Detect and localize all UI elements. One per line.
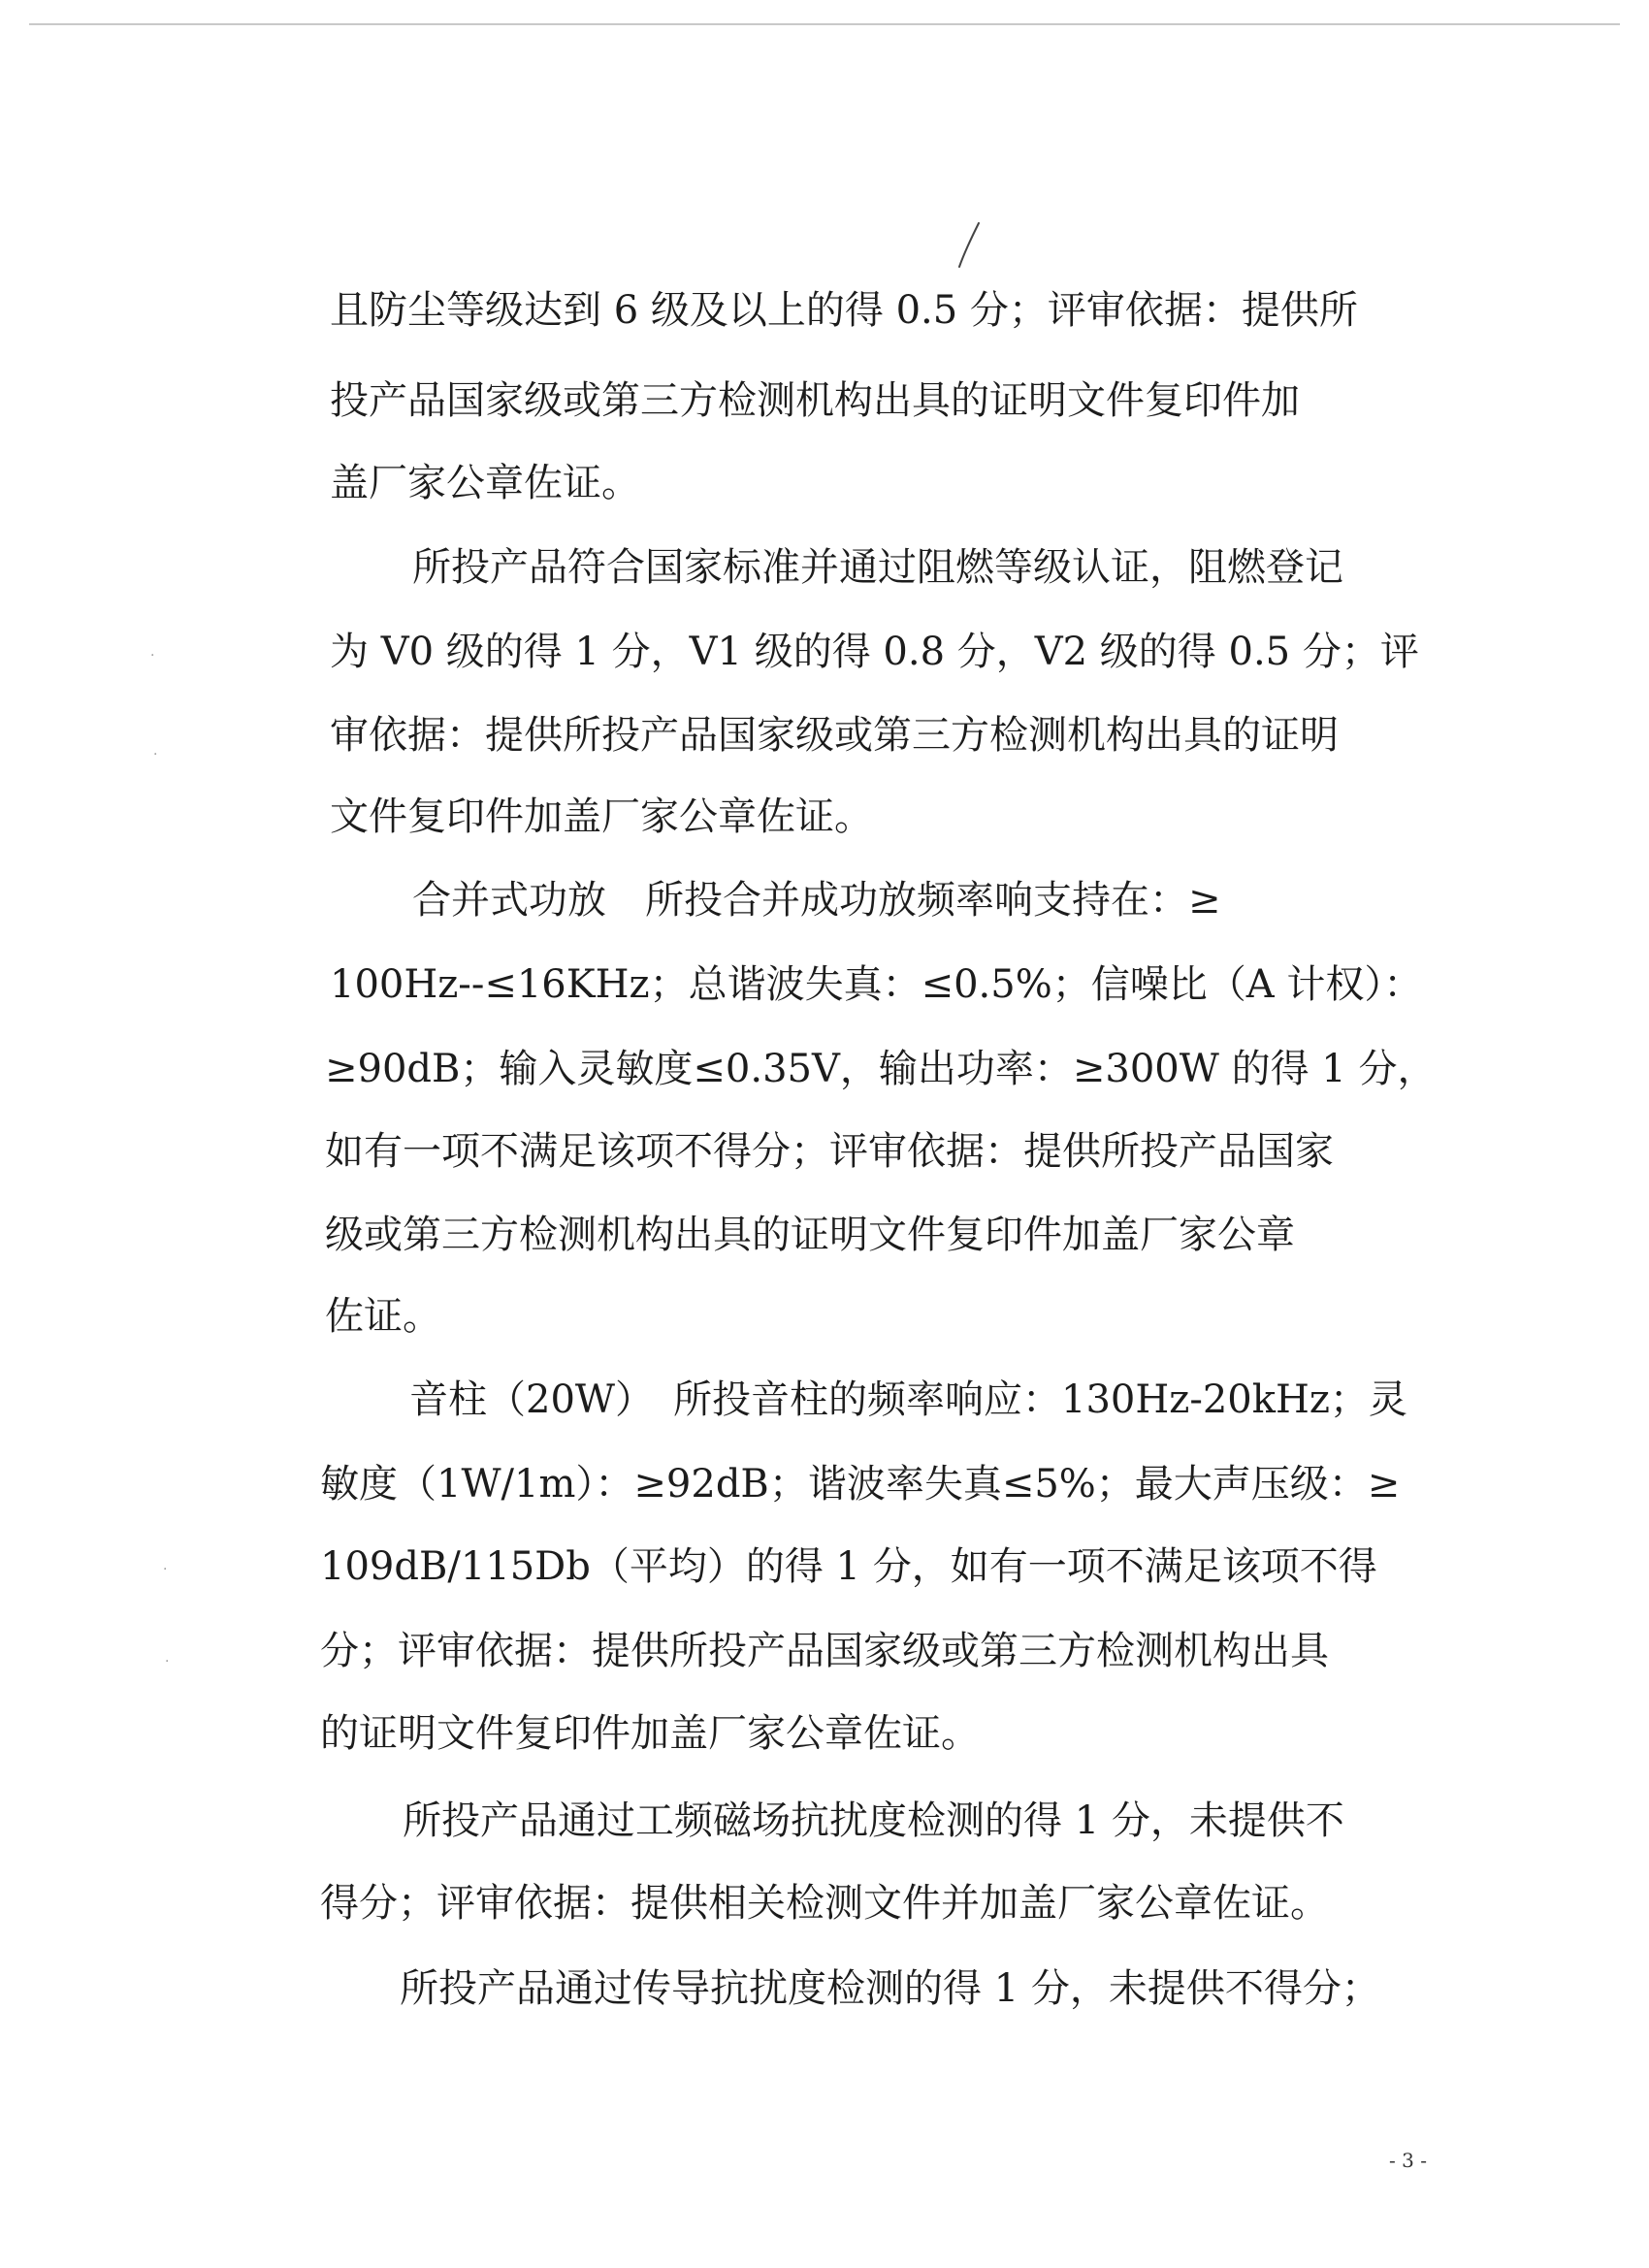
scan-speck: ·	[150, 648, 155, 664]
paragraph-3-line-6: 佐证。	[325, 1294, 441, 1339]
paragraph-5-line-1: 所投产品通过工频磁场抗扰度检测的得 1 分，未提供不	[403, 1798, 1344, 1843]
paragraph-3-line-5: 级或第三方检测机构出具的证明文件复印件加盖厂家公章	[325, 1213, 1295, 1257]
paragraph-4-line-5: 的证明文件复印件加盖厂家公章佐证。	[320, 1711, 980, 1756]
paragraph-4-line-4: 分；评审依据：提供所投产品国家级或第三方检测机构出具	[320, 1629, 1329, 1673]
paragraph-3-line-4: 如有一项不满足该项不得分；评审依据：提供所投产品国家	[325, 1129, 1334, 1174]
paragraph-2-line-1: 所投产品符合国家标准并通过阻燃等级认证，阻燃登记	[412, 545, 1343, 590]
paragraph-2-line-2: 为 V0 级的得 1 分，V1 级的得 0.8 分，V2 级的得 0.5 分；评	[330, 630, 1419, 674]
paragraph-3-line-3: ≥90dB；输入灵敏度≤0.35V，输出功率：≥300W 的得 1 分，	[325, 1047, 1437, 1091]
scan-speck: ·	[153, 747, 158, 762]
paragraph-2-line-4: 文件复印件加盖厂家公章佐证。	[330, 794, 873, 839]
page-number: - 3 -	[1389, 2149, 1427, 2172]
paragraph-6-line-1: 所投产品通过传导抗扰度检测的得 1 分，未提供不得分；	[400, 1966, 1380, 2011]
paragraph-5-line-2: 得分；评审依据：提供相关检测文件并加盖厂家公章佐证。	[320, 1881, 1329, 1926]
pen-stroke-mark	[955, 221, 985, 270]
paragraph-3-line-2: 100Hz--≤16KHz；总谐波失真：≤0.5%；信噪比（A 计权）：	[330, 962, 1423, 1007]
paragraph-2-line-3: 审依据：提供所投产品国家级或第三方检测机构出具的证明	[330, 713, 1339, 758]
paragraph-3-line-1: 合并式功放 所投合并成功放频率响支持在：≥	[412, 878, 1221, 923]
paragraph-4-line-2: 敏度（1W/1m）：≥92dB；谐波率失真≤5%；最大声压级：≥	[320, 1462, 1401, 1507]
paragraph-4-line-1: 音柱（20W） 所投音柱的频率响应：130Hz-20kHz；灵	[409, 1377, 1407, 1422]
paragraph-1-line-3: 盖厂家公章佐证。	[330, 461, 640, 505]
scan-top-rule	[29, 23, 1620, 25]
paragraph-4-line-3: 109dB/115Db（平均）的得 1 分，如有一项不满足该项不得	[320, 1544, 1377, 1589]
scan-speck: ·	[163, 1562, 168, 1577]
paragraph-1-line-1: 且防尘等级达到 6 级及以上的得 0.5 分；评审依据：提供所	[330, 288, 1358, 333]
scan-speck: ·	[165, 1654, 170, 1669]
paragraph-1-line-2: 投产品国家级或第三方检测机构出具的证明文件复印件加	[330, 378, 1300, 423]
